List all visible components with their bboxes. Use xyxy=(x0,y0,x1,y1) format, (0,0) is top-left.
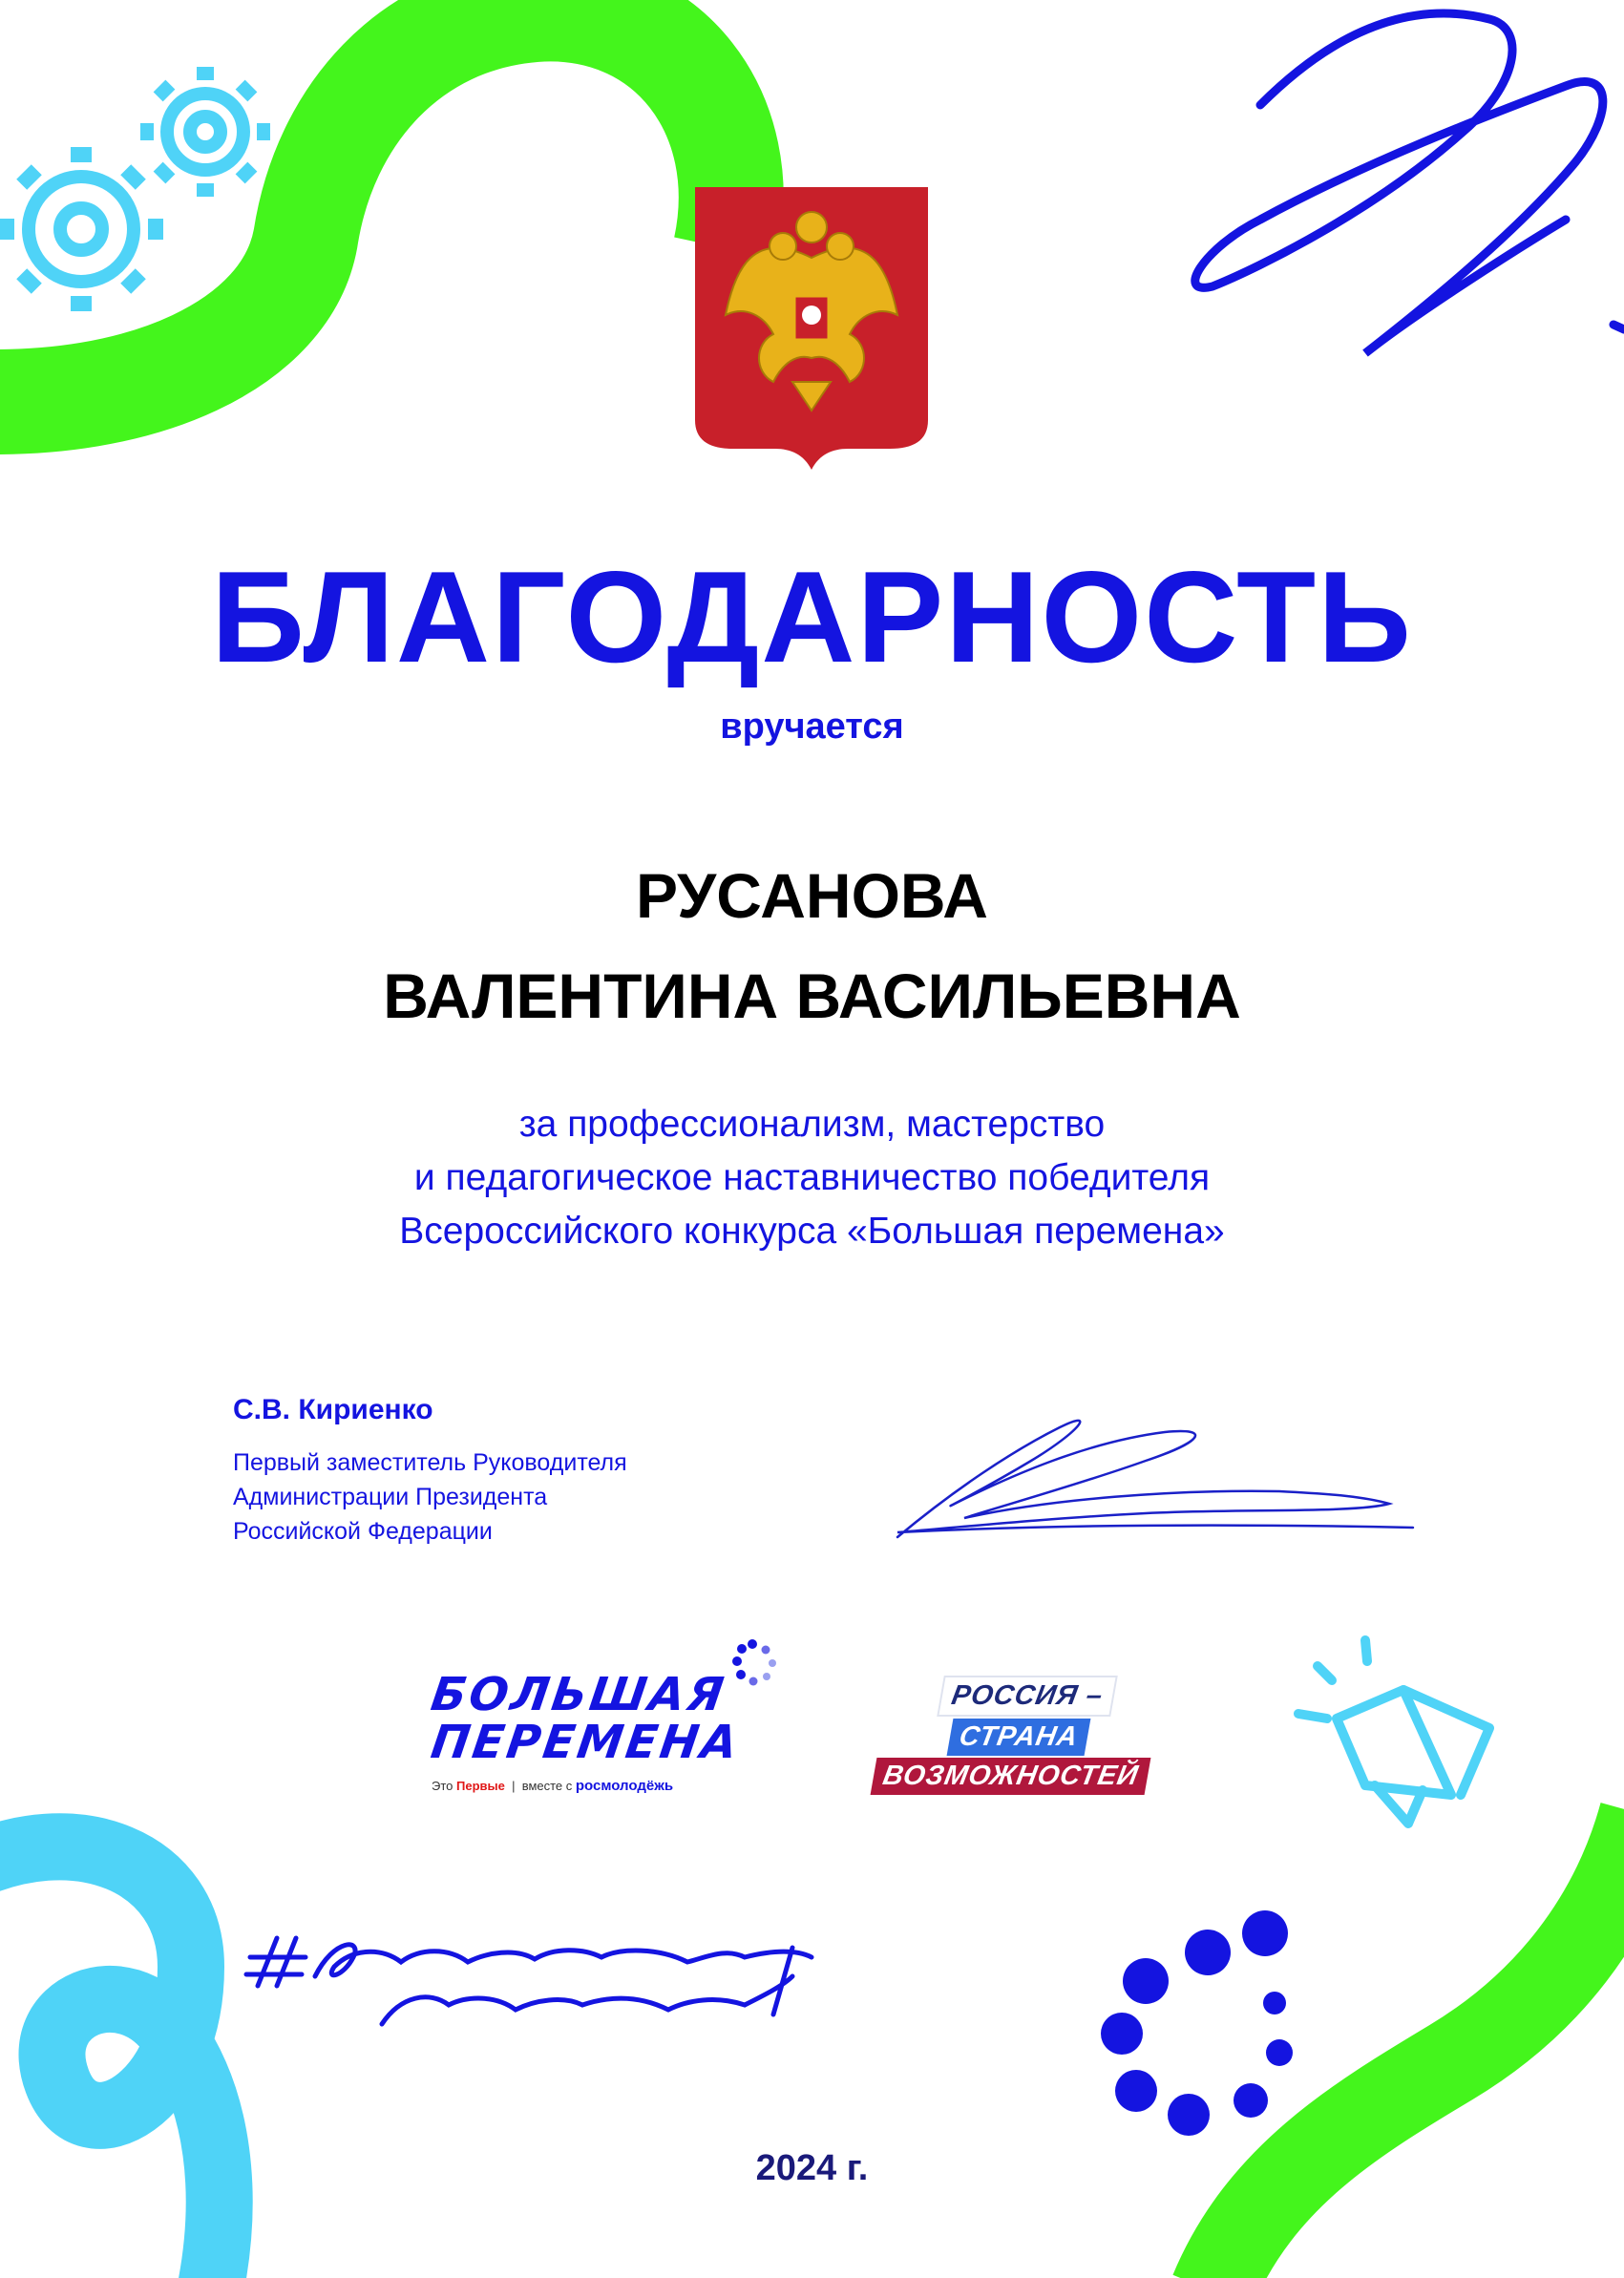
logo-footer: Это Первые | вместе с росмолодёжь xyxy=(432,1778,674,1794)
gear-icon xyxy=(0,67,270,311)
footer-prefix: Это xyxy=(432,1779,453,1793)
bolshaya-peremena-logo xyxy=(428,1668,744,1794)
logo-line: ПЕРЕМЕНА xyxy=(428,1716,744,1769)
position-line: Первый заместитель Руководителя xyxy=(233,1449,627,1476)
green-ribbon-top xyxy=(0,9,731,402)
russia-opportunities-logo xyxy=(864,1676,1179,1795)
logo-line: СТРАНА xyxy=(947,1719,1091,1756)
footer-pervye: Первые xyxy=(456,1779,505,1793)
certificate-title: БЛАГОДАРНОСТЬ xyxy=(211,544,1413,689)
reason-line: Всероссийского конкурса «Большая перемена» xyxy=(399,1211,1225,1252)
recipient-given-names: ВАЛЕНТИНА ВАСИЛЬЕВНА xyxy=(383,960,1241,1031)
logo-line: БОЛЬШАЯ xyxy=(428,1668,730,1721)
cyan-ribbon-bottom xyxy=(0,1846,220,2278)
hashtag-slogan-graphic xyxy=(246,1938,812,2024)
logo-line: РОССИЯ – xyxy=(937,1676,1118,1717)
signatory-position xyxy=(233,1445,627,1549)
reason-line: за профессионализм, мастерство xyxy=(518,1104,1106,1145)
footer-mid: вместе с xyxy=(521,1779,573,1793)
certificate-year: 2024 г. xyxy=(755,2148,869,2188)
position-line: Администрации Президента xyxy=(233,1484,548,1510)
signature xyxy=(897,1421,1413,1537)
reason-line: и педагогическое наставничество победителя xyxy=(413,1157,1211,1198)
signatory-block xyxy=(233,1394,627,1549)
megaphone-icon xyxy=(1298,1640,1489,1824)
certificate-subtitle: вручается xyxy=(720,707,904,747)
position-line: Российской Федерации xyxy=(233,1518,493,1545)
signatory-name: С.В. Кириенко xyxy=(233,1394,433,1425)
blue-squiggle-top xyxy=(1195,13,1624,353)
logo-line: ВОЗМОЖНОСТЕЙ xyxy=(871,1758,1151,1795)
footer-rosmolodezh: росмолодёжь xyxy=(575,1778,674,1794)
recipient-surname: РУСАНОВА xyxy=(636,860,988,931)
award-reason xyxy=(0,1098,1624,1258)
dots-ring-icon xyxy=(1101,1910,1293,2136)
coat-of-arms-emblem xyxy=(695,187,928,470)
